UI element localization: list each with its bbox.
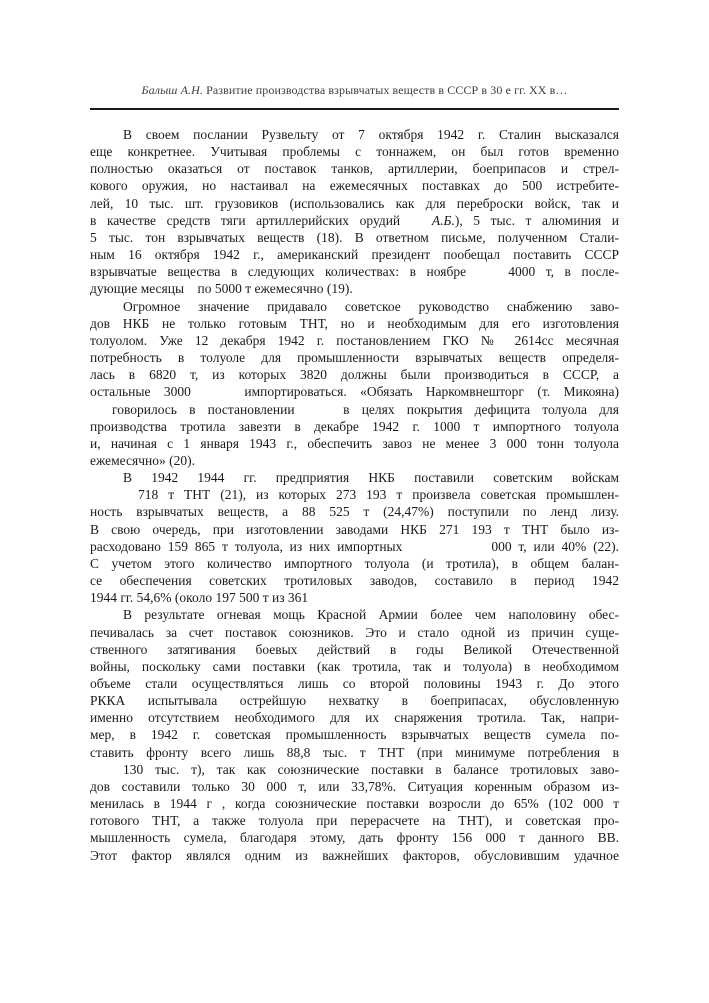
text-segment: говорилось в постановлении в целях покрытия дефицита толуола для <box>112 401 619 417</box>
body-text <box>90 126 619 864</box>
text-segment: потребность в толуоле для промышленности взрывчатых веществ определя- <box>90 350 619 366</box>
text-line <box>90 538 619 555</box>
header-rule <box>90 108 619 110</box>
text-segment: взрывчатые вещества в следующих количествах: в ноябре 4000 т, в после- <box>90 264 619 280</box>
text-segment: ным 16 октября 1942 г., американский президент пообещал поставить СССР <box>90 247 619 263</box>
text-segment: 5 тыс. тон взрывчатых веществ (18). В ответном письме, полученном Стали- <box>90 229 619 245</box>
text-line <box>90 126 619 143</box>
text-segment: С учетом этого количество импортного толуола (и тротила), в общем балан- <box>90 555 619 571</box>
text-segment: се обеспечения советских тротиловых заводов, составило в период 1942 <box>90 573 619 589</box>
text-line <box>90 503 619 520</box>
text-line <box>90 332 619 349</box>
paragraph <box>90 298 619 470</box>
text-segment: войны, поскольку сами поставки (как тротила, так и толуола) в необходимом <box>90 658 619 674</box>
text-line <box>90 195 619 212</box>
text-segment: В свою очередь, при изготовлении заводами НКБ 271 193 т ТНТ было из- <box>90 521 619 537</box>
text-segment: ственного затягивания боевых действий в годы Великой Отечественной <box>90 641 619 657</box>
text-segment: лась в 6820 т, из которых 3820 должны были производиться в СССР, а <box>90 367 619 383</box>
text-segment: лей, 10 тыс. шт. грузовиков (использовались как для переброски войск, так и <box>90 195 619 211</box>
paragraph <box>90 606 619 863</box>
text-line <box>90 315 619 332</box>
text-line <box>90 349 619 366</box>
text-segment: дов НКБ не только готовым ТНТ, но и необходимым для его изготовления <box>90 315 619 331</box>
text-segment: печивалась за счет поставок союзников. Это и стало одной из причин суще- <box>90 624 619 640</box>
text-line <box>90 246 619 263</box>
text-segment: мер, в 1942 г. советская промышленность взрывчатых веществ сумела по- <box>90 727 619 743</box>
text-segment: расходовано 159 865 т толуола, из них импортных 000 т, или 40% (22). <box>90 538 619 554</box>
text-line <box>90 366 619 383</box>
text-line <box>90 555 619 572</box>
text-segment: объеме стали осуществляться лишь со второй половины 1943 г. До этого <box>90 676 619 691</box>
text-line <box>90 486 619 503</box>
text-segment: 1944 гг. 54,6% (около 197 500 т из 361 <box>90 590 309 606</box>
text-line <box>90 280 619 297</box>
text-line <box>90 572 619 589</box>
text-segment: ), 5 тыс. т алюминия и <box>454 212 620 228</box>
text-segment: ность взрывчатых веществ, а 88 525 т (24,47%) поступили по ленд лизу. <box>90 504 619 520</box>
running-header <box>90 83 619 98</box>
text-segment: В результате огневая мощь Красной Армии более чем наполовину обес- <box>123 607 619 623</box>
text-segment: полностью оказаться от поставок танков, артиллерии, боеприпасов и стрел- <box>90 161 619 177</box>
text-line <box>90 692 619 709</box>
text-segment: кового оружия, но настаивал на ежемесячных поставках до 500 истребите- <box>90 178 619 194</box>
text-line <box>90 829 619 846</box>
text-line <box>90 160 619 177</box>
text-line <box>90 812 619 829</box>
text-segment: В своем послании Рузвельту от 7 октября 1942 г. Сталин высказался <box>123 127 619 142</box>
text-segment: ежемесячно» (20). <box>90 452 195 468</box>
text-segment: остальные 3000 импортироваться. «Обязать Наркомвнешторг (т. Микояна) <box>90 384 619 400</box>
text-segment: Огромное значение придавало советское руководство снабжению заво- <box>123 298 619 314</box>
text-line <box>90 658 619 675</box>
text-line <box>90 143 619 160</box>
header-author: Балыш А.Н. <box>141 83 203 97</box>
text-line <box>90 761 619 778</box>
text-line <box>90 469 619 486</box>
text-line <box>90 726 619 743</box>
text-line <box>90 452 619 469</box>
text-segment: и, начиная с 1 января 1943 г., обеспечить завоз не менее 3 000 тонн толуола <box>90 435 619 451</box>
text-line <box>90 847 619 864</box>
text-line <box>90 229 619 246</box>
text-segment: производства тротила завезти в декабре 1942 г. 1000 т импортного толуола <box>90 418 619 434</box>
text-segment: готового ТНТ, а также толуола при перерасчете на ТНТ), и советская про- <box>90 813 619 829</box>
text-segment: менилась в 1944 г , когда союзнические поставки возросли до 65% (102 000 т <box>90 796 619 812</box>
text-line <box>90 744 619 761</box>
text-line <box>90 795 619 812</box>
text-line <box>90 675 619 692</box>
text-line <box>90 624 619 641</box>
text-line <box>90 435 619 452</box>
text-segment: в качестве средств тяги артиллерийских орудий <box>90 212 432 228</box>
paragraph <box>90 469 619 606</box>
text-segment: толуолом. Уже 12 декабря 1942 г. постановлением ГКО № 2614сс месячная <box>90 332 619 348</box>
text-line <box>90 263 619 280</box>
text-line <box>90 606 619 623</box>
text-segment: ставить фронту всего лишь 88,8 тыс. т ТНТ (при минимуме потребления в <box>90 744 619 760</box>
header-title: Развитие производства взрывчатых веществ в СССР в 30 е гг. XX в… <box>202 83 568 97</box>
text-segment: Этот фактор являлся одним из важнейших факторов, обусловившим удачное <box>90 847 619 863</box>
text-line <box>90 589 619 606</box>
text-line <box>90 641 619 658</box>
text-line <box>90 298 619 315</box>
text-segment: еще конкретнее. Учитывая проблемы с тоннажем, он был готов временно <box>90 144 619 160</box>
text-segment: именно отсутствием необходимого для их снаряжения тротила. Так, напри- <box>90 710 619 726</box>
italic-text-segment: А.Б. <box>431 212 455 228</box>
text-line <box>90 418 619 435</box>
text-line <box>90 401 619 418</box>
text-line <box>90 212 619 229</box>
text-line <box>90 521 619 538</box>
text-segment: мышленность сумела, благодаря этому, дать фронту 156 000 т данного ВВ. <box>90 830 619 846</box>
text-segment: РККА испытывала острейшую нехватку в боеприпасах, обусловленную <box>90 693 619 709</box>
text-segment: 130 тыс. т), так как союзнические поставки в балансе тротиловых заво- <box>123 761 619 777</box>
text-segment: В 1942 1944 гг. предприятия НКБ поставили советским войскам <box>123 470 619 486</box>
paragraph <box>90 126 619 298</box>
text-segment: дов составили только 30 000 т, или 33,78%. Ситуация коренным образом из- <box>90 778 619 794</box>
text-line <box>90 709 619 726</box>
text-line <box>90 383 619 400</box>
text-segment: дующие месяцы по 5000 т ежемесячно (19). <box>90 281 353 297</box>
text-line <box>90 177 619 194</box>
text-line <box>90 778 619 795</box>
text-segment: 718 т ТНТ (21), из которых 273 193 т произвела советская промышлен- <box>138 487 619 503</box>
